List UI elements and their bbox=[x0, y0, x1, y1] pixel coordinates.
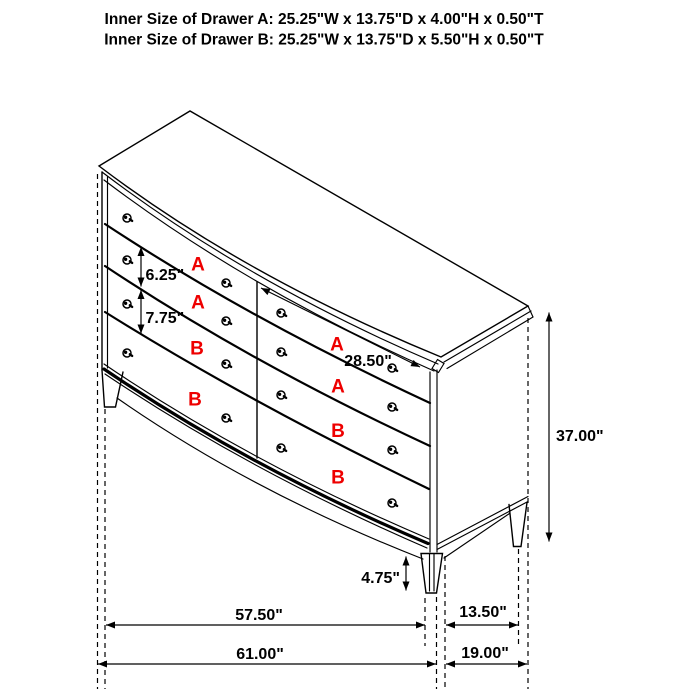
knob-icon bbox=[277, 444, 286, 452]
drawer-label: A bbox=[331, 376, 345, 398]
dim-label-base-depth: 13.50" bbox=[459, 604, 507, 621]
knob-icon bbox=[222, 414, 231, 422]
dim-label-leg-height: 4.75" bbox=[361, 570, 400, 587]
knob-icon bbox=[388, 403, 397, 411]
knob-icon bbox=[123, 214, 132, 222]
header-line-2: Inner Size of Drawer B: 25.25"W x 13.75"D x 5.50"H x 0.50"T bbox=[104, 31, 544, 49]
drawer-label: A bbox=[330, 334, 344, 356]
drawer-label: B bbox=[188, 389, 202, 411]
front-right-leg bbox=[421, 554, 443, 594]
knob-icon bbox=[123, 256, 132, 264]
drawer-label: A bbox=[191, 292, 205, 314]
back-right-leg bbox=[509, 503, 527, 547]
header-line-1: Inner Size of Drawer A: 25.25"W x 13.75"D x 4.00"H x 0.50"T bbox=[104, 11, 544, 28]
knob-icon bbox=[277, 309, 286, 317]
dim-label-bank-width: 28.50" bbox=[344, 353, 392, 370]
front-right-leg-facets bbox=[430, 554, 435, 591]
drawer-label: A bbox=[191, 254, 205, 276]
skirt-top-line bbox=[104, 364, 429, 539]
dresser-drawing bbox=[99, 111, 533, 593]
knob-icon bbox=[123, 300, 132, 308]
dim-label-overall-depth: 19.00" bbox=[461, 645, 509, 662]
knob-icon bbox=[222, 279, 231, 287]
dim-label-drawer-a-height: 6.25" bbox=[145, 267, 185, 284]
knob-icon bbox=[222, 317, 231, 325]
knob-icon bbox=[277, 348, 286, 356]
knob-icon bbox=[123, 349, 132, 357]
drawer-label: B bbox=[331, 421, 345, 442]
knob-icon bbox=[388, 446, 397, 454]
drawer-label: B bbox=[331, 467, 345, 489]
dim-label-overall-height: 37.00" bbox=[556, 428, 604, 445]
drawer-label: B bbox=[190, 338, 204, 360]
knob-icon bbox=[277, 391, 286, 399]
side-rail-top bbox=[437, 497, 528, 545]
knob-icon bbox=[222, 360, 231, 368]
dim-label-overall-width: 61.00" bbox=[236, 646, 284, 663]
knob-icon bbox=[388, 499, 397, 507]
side-rail-mid bbox=[437, 502, 528, 550]
dim-label-width-between-legs: 57.50" bbox=[235, 607, 283, 624]
dim-label-drawer-b-height: 7.75" bbox=[145, 310, 185, 327]
skirt-bottom-edge bbox=[117, 398, 423, 559]
